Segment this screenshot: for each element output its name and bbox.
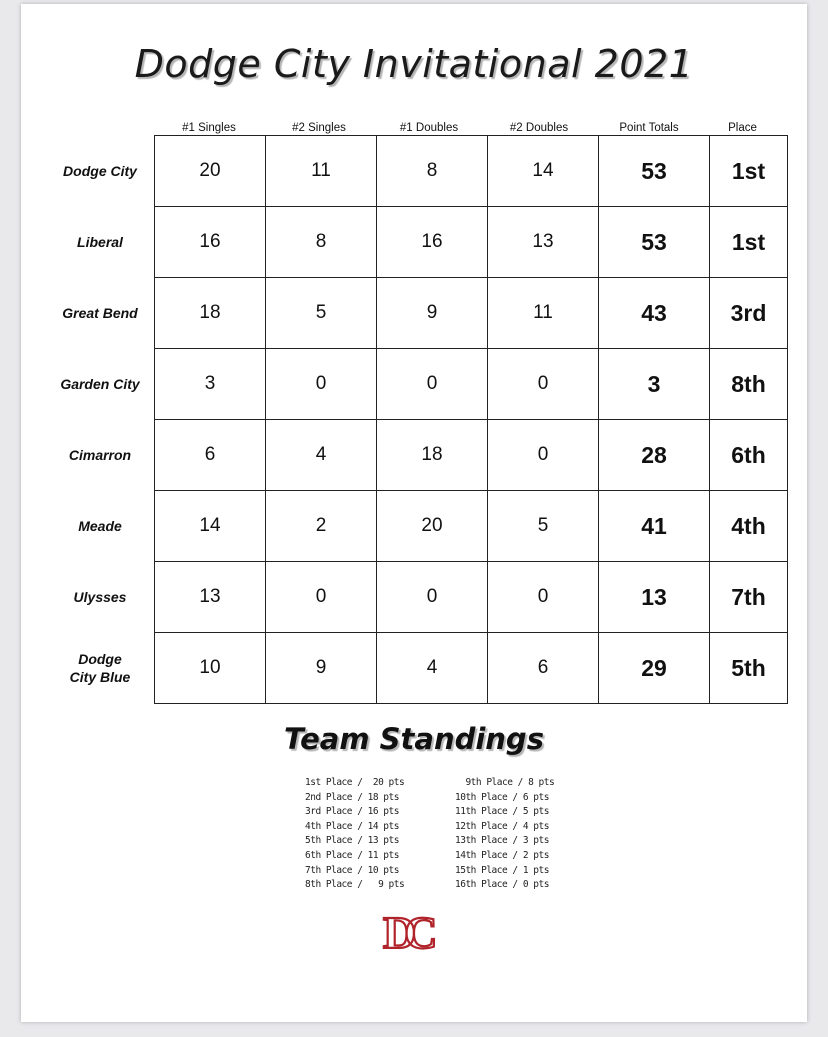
points-item: 16th Place / 0 pts — [455, 879, 549, 891]
points-item: 2nd Place / 18 pts — [305, 791, 399, 803]
column-headers — [154, 122, 781, 134]
cell-singles-2: 5 — [266, 278, 377, 349]
points-item: 6th Place / 11 pts — [305, 849, 399, 861]
cell-singles-1: 18 — [155, 278, 266, 349]
svg-text:DC: DC — [383, 907, 426, 956]
cell-doubles-2: 0 — [488, 420, 599, 491]
points-item: 11th Place / 5 pts — [455, 806, 549, 818]
cell-singles-1: 16 — [155, 207, 266, 278]
team-label: Cimarron — [68, 446, 132, 463]
cell-doubles-1: 8 — [377, 136, 488, 207]
col-header-place: Place — [728, 122, 757, 134]
table-row — [155, 136, 788, 207]
dc-logo — [379, 904, 443, 956]
points-item: 1st Place / 20 pts — [305, 777, 405, 788]
points-item: 13th Place / 3 pts — [455, 835, 549, 847]
team-label: Ulysses — [73, 589, 127, 606]
cell-point-total: 13 — [599, 562, 710, 633]
cell-point-total: 53 — [599, 136, 710, 207]
points-item: 5th Place / 13 pts — [305, 835, 399, 847]
cell-place: 8th — [710, 349, 788, 420]
points-list-left — [305, 776, 404, 893]
cell-singles-2: 9 — [266, 633, 377, 704]
team-label: Great Bend — [62, 304, 138, 321]
points-item: 10th Place / 6 pts — [455, 791, 549, 803]
cell-place: 7th — [710, 562, 788, 633]
table-row — [155, 562, 788, 633]
cell-place: 4th — [710, 491, 788, 562]
cell-doubles-1: 9 — [377, 278, 488, 349]
cell-singles-1: 13 — [155, 562, 266, 633]
results-table — [154, 135, 788, 704]
cell-doubles-2: 11 — [488, 278, 599, 349]
cell-doubles-1: 0 — [377, 562, 488, 633]
cell-doubles-2: 6 — [488, 633, 599, 704]
table-row — [155, 633, 788, 704]
cell-point-total: 29 — [599, 633, 710, 704]
cell-doubles-2: 5 — [488, 491, 599, 562]
team-label: Meade — [78, 518, 122, 535]
points-item: 14th Place / 2 pts — [455, 849, 549, 861]
cell-point-total: 43 — [599, 278, 710, 349]
cell-singles-2: 0 — [266, 562, 377, 633]
cell-singles-1: 14 — [155, 491, 266, 562]
points-item: 15th Place / 1 pts — [455, 864, 549, 876]
points-item: 3rd Place / 16 pts — [305, 806, 399, 818]
cell-doubles-1: 0 — [377, 349, 488, 420]
cell-place: 3rd — [710, 278, 788, 349]
cell-singles-2: 8 — [266, 207, 377, 278]
cell-doubles-1: 16 — [377, 207, 488, 278]
col-header-singles-2: #2 Singles — [292, 122, 346, 134]
cell-singles-2: 11 — [266, 136, 377, 207]
cell-doubles-2: 13 — [488, 207, 599, 278]
cell-doubles-1: 4 — [377, 633, 488, 704]
team-labels — [51, 135, 149, 704]
col-header-point-totals: Point Totals — [619, 122, 679, 134]
cell-singles-2: 4 — [266, 420, 377, 491]
team-label: Dodge City — [63, 162, 137, 179]
points-item: 7th Place / 10 pts — [305, 864, 399, 876]
team-label: Liberal — [77, 233, 123, 250]
cell-doubles-1: 20 — [377, 491, 488, 562]
cell-point-total: 41 — [599, 491, 710, 562]
cell-doubles-2: 14 — [488, 136, 599, 207]
table-row — [155, 278, 788, 349]
cell-point-total: 28 — [599, 420, 710, 491]
points-item: 8th Place / 9 pts — [305, 879, 405, 891]
cell-singles-1: 20 — [155, 136, 266, 207]
cell-singles-2: 2 — [266, 491, 377, 562]
table-row — [155, 491, 788, 562]
col-header-singles-1: #1 Singles — [182, 122, 236, 134]
document-page — [21, 4, 807, 1022]
cell-point-total: 53 — [599, 207, 710, 278]
cell-doubles-2: 0 — [488, 562, 599, 633]
points-item: 12th Place / 4 pts — [455, 820, 549, 832]
page-title: Dodge City Invitational 2021 — [134, 42, 694, 86]
team-label: Garden City — [60, 375, 140, 392]
cell-place: 1st — [710, 136, 788, 207]
cell-point-total: 3 — [599, 349, 710, 420]
cell-place: 6th — [710, 420, 788, 491]
cell-doubles-2: 0 — [488, 349, 599, 420]
cell-doubles-1: 18 — [377, 420, 488, 491]
team-label: Dodge City Blue — [69, 651, 131, 686]
cell-singles-1: 10 — [155, 633, 266, 704]
points-item: 9th Place / 8 pts — [455, 777, 555, 788]
table-row — [155, 207, 788, 278]
cell-place: 5th — [710, 633, 788, 704]
cell-singles-2: 0 — [266, 349, 377, 420]
table-row — [155, 349, 788, 420]
cell-singles-1: 3 — [155, 349, 266, 420]
points-item: 4th Place / 14 pts — [305, 820, 399, 832]
points-list-right — [455, 776, 554, 893]
col-header-doubles-2: #2 Doubles — [509, 122, 569, 134]
standings-title: Team Standings — [284, 722, 544, 756]
table-row — [155, 420, 788, 491]
cell-place: 1st — [710, 207, 788, 278]
col-header-doubles-1: #1 Doubles — [399, 122, 459, 134]
cell-singles-1: 6 — [155, 420, 266, 491]
